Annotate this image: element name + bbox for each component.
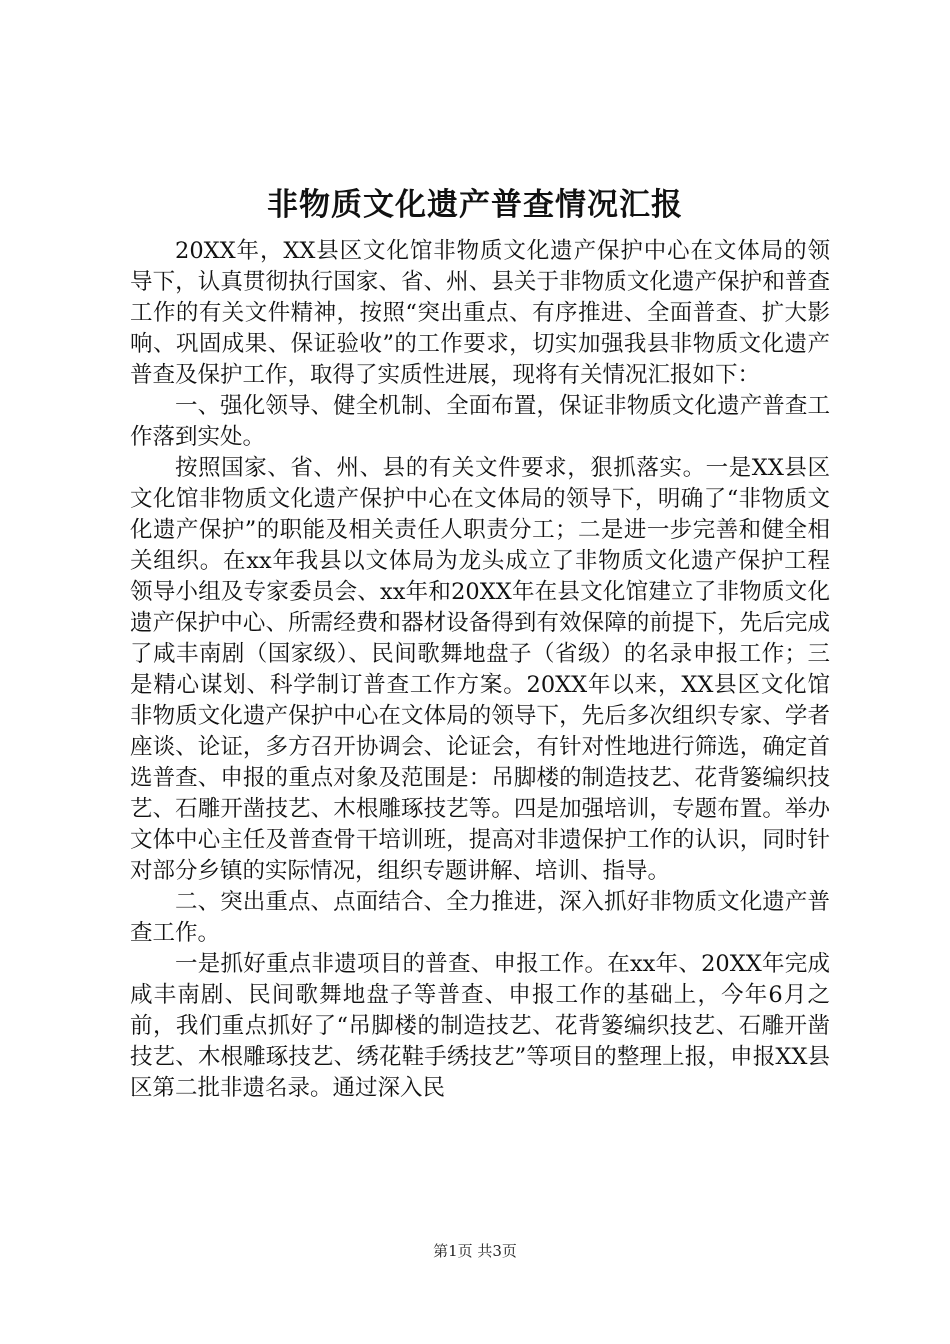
paragraph-section-2: 一是抓好重点非遗项目的普查、申报工作。在xx年、20XX年完成咸丰南剧、民间歌舞地盘子等普查、申报工作的基础上，今年6月之前，我们重点抓好了“吊脚楼的制造技艺、花背篓编织技艺、石雕开凿技艺、木根雕琢技艺、绣花鞋手绣技艺”等项目的整理上报，申报XX县区第二批非遗名录。通过深入民 (130, 951, 830, 1101)
paragraph-heading-1: 一、强化领导、健全机制、全面布置，保证非物质文化遗产普查工作落到实处。 (130, 393, 830, 450)
document-title: 非物质文化遗产普查情况汇报 (267, 187, 683, 223)
paragraph-heading-2: 二、突出重点、点面结合、全力推进，深入抓好非物质文化遗产普查工作。 (130, 889, 830, 946)
paragraph-intro: 20XX年，XX县区文化馆非物质文化遗产保护中心在文体局的领导下，认真贯彻执行国家、省、州、县关于非物质文化遗产保护和普查工作的有关文件精神，按照“突出重点、有序推进、全面普查、扩大影响、巩固成果、保证验收”的工作要求，切实加强我县非物质文化遗产普查及保护工作，取得了实质性进展，现将有关情况汇报如下： (130, 238, 830, 388)
paragraph-section-1: 按照国家、省、州、县的有关文件要求，狠抓落实。一是XX县区文化馆非物质文化遗产保护中心在文体局的领导下，明确了“非物质文化遗产保护”的职能及相关责任人职责分工；二是进一步完善和健全相关组织。在xx年我县以文体局为龙头成立了非物质文化遗产保护工程领导小组及专家委员会、xx年和20XX年在县文化馆建立了非物质文化遗产保护中心、所需经费和器材设备得到有效保障的前提下，先后完成了咸丰南剧（国家级）、民间歌舞地盘子（省级）的名录申报工作；三是精心谋划、科学制订普查工作方案。20XX年以来，XX县区文化馆非物质文化遗产保护中心在文体局的领导下，先后多次组织专家、学者座谈、论证，多方召开协调会、论证会，有针对性地进行筛选，确定首选普查、申报的重点对象及范围是：吊脚楼的制造技艺、花背篓编织技艺、石雕开凿技艺、木根雕琢技艺等。四是加强培训，专题布置。举办文体中心主任及普查骨干培训班，提高对非遗保护工作的认识，同时针对部分乡镇的实际情况，组织专题讲解、培训、指导。 (130, 455, 830, 884)
page-number-footer: 第1页 共3页 (433, 1242, 517, 1260)
document-body (130, 236, 830, 1104)
